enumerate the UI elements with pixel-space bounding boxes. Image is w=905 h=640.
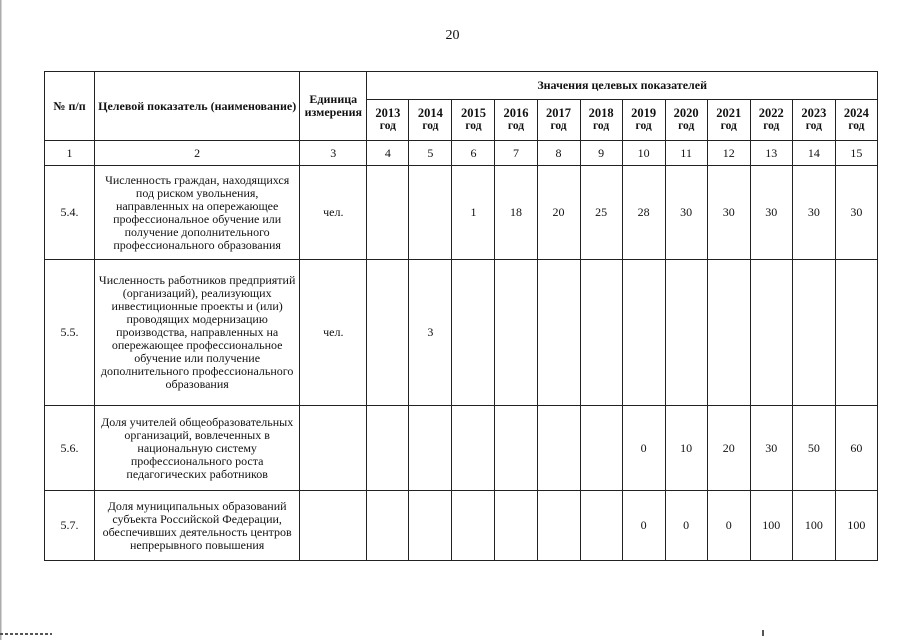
value-cell [707,260,750,406]
table-row [45,260,878,406]
year-number: 2024 [843,106,869,120]
header-year-2018 [580,100,622,141]
row-number-cell: 5.6. [45,406,95,491]
value-cell [452,406,495,491]
year-number: 2013 [375,106,401,120]
value-cell: 30 [707,166,750,260]
unit-cell [300,406,367,491]
value-cell [537,406,580,491]
year-suffix: год [465,120,482,132]
value-cell [580,491,622,561]
indicator-name-cell: Доля муниципальных образований субъекта Российской Федерации, обеспечивших деятельность центров непрерывного повышения [95,491,300,561]
indicator-name-cell: Доля учителей общеобразовательных организаций, вовлеченных в национальную систему профессионального роста педагогических работников [95,406,300,491]
unit-cell: чел. [300,260,367,406]
year-suffix: год [507,120,525,132]
column-number-row [45,141,878,166]
header-year-2014 [409,100,452,141]
value-cell [537,491,580,561]
value-cell [622,260,665,406]
value-cell [580,406,622,491]
table-row [45,166,878,260]
header-year-2016 [495,100,537,141]
value-cell [367,166,409,260]
indicator-name-cell: Численность граждан, находящихся под риском увольнения, направленных на опережающее профессиональное обучение или получение дополнительного профессионального образования [95,166,300,260]
value-cell: 60 [835,406,877,491]
value-cell: 18 [495,166,537,260]
year-number: 2017 [546,106,572,120]
unit-cell [300,491,367,561]
value-cell: 30 [792,166,835,260]
table-row [45,491,878,561]
scan-mark-left [0,633,52,635]
year-number: 2014 [417,106,443,120]
column-number-cell: 4 [367,141,409,166]
value-cell [452,260,495,406]
value-cell: 30 [665,166,707,260]
header-year-2024 [835,100,877,141]
value-cell: 0 [707,491,750,561]
value-cell: 100 [835,491,877,561]
value-cell [452,491,495,561]
year-suffix: год [763,120,780,132]
header-year-2020 [665,100,707,141]
header-values-group: Значения целевых показателей [367,72,878,100]
unit-cell: чел. [300,166,367,260]
header-year-2021 [707,100,750,141]
value-cell: 0 [622,406,665,491]
page-edge-shadow [0,0,2,640]
value-cell: 20 [537,166,580,260]
column-number-cell: 14 [792,141,835,166]
value-cell [409,166,452,260]
row-number-cell: 5.5. [45,260,95,406]
value-cell: 20 [707,406,750,491]
value-cell: 25 [580,166,622,260]
year-number: 2019 [631,106,657,120]
year-number: 2016 [503,106,529,120]
value-cell: 28 [622,166,665,260]
year-suffix: год [848,120,865,132]
header-year-2013 [367,100,409,141]
scan-mark-right [762,630,764,636]
year-suffix: год [805,120,822,132]
column-number-cell: 5 [409,141,452,166]
year-suffix: год [422,120,439,132]
header-indicator: Целевой показатель (наименование) [95,72,300,141]
year-number: 2020 [673,106,699,120]
value-cell [750,260,792,406]
column-number-cell: 3 [300,141,367,166]
header-year-2019 [622,100,665,141]
value-cell: 100 [792,491,835,561]
value-cell [367,491,409,561]
year-number: 2015 [460,106,486,120]
value-cell: 100 [750,491,792,561]
value-cell: 1 [452,166,495,260]
column-number-cell: 15 [835,141,877,166]
header-year-2017 [537,100,580,141]
column-number-cell: 9 [580,141,622,166]
header-unit: Единица измерения [300,72,367,141]
year-number: 2023 [801,106,827,120]
value-cell: 3 [409,260,452,406]
column-number-cell: 8 [537,141,580,166]
header-year-2015 [452,100,495,141]
value-cell [537,260,580,406]
target-indicators-table [44,71,878,561]
header-row-1 [45,72,878,100]
value-cell [665,260,707,406]
value-cell [580,260,622,406]
value-cell [367,406,409,491]
year-suffix: год [593,120,610,132]
value-cell: 30 [750,406,792,491]
value-cell [409,491,452,561]
value-cell [495,491,537,561]
column-number-cell: 12 [707,141,750,166]
column-number-cell: 6 [452,141,495,166]
value-cell [495,406,537,491]
column-number-cell: 2 [95,141,300,166]
year-number: 2021 [716,106,742,120]
year-number: 2022 [758,106,784,120]
year-suffix: год [550,120,567,132]
page-number: 20 [445,28,460,43]
value-cell: 0 [622,491,665,561]
value-cell [835,260,877,406]
column-number-cell: 13 [750,141,792,166]
column-number-cell: 1 [45,141,95,166]
value-cell: 0 [665,491,707,561]
year-suffix: год [379,120,396,132]
value-cell [792,260,835,406]
column-number-cell: 7 [495,141,537,166]
table-row [45,406,878,491]
value-cell [495,260,537,406]
header-year-2022 [750,100,792,141]
header-year-2023 [792,100,835,141]
row-number-cell: 5.7. [45,491,95,561]
row-number-cell: 5.4. [45,166,95,260]
value-cell [367,260,409,406]
value-cell [409,406,452,491]
header-num: № п/п [45,72,95,141]
year-suffix: год [678,120,695,132]
column-number-cell: 10 [622,141,665,166]
year-suffix: год [635,120,652,132]
year-suffix: год [720,120,737,132]
value-cell: 30 [750,166,792,260]
value-cell: 30 [835,166,877,260]
indicator-name-cell: Численность работников предприятий (организаций), реализующих инвестиционные проекты и (или) проводящих модернизацию производства, направленных на опережающее профессиональное обучение или получение дополнительного профессионального образования [95,260,300,406]
column-number-cell: 11 [665,141,707,166]
value-cell: 10 [665,406,707,491]
year-number: 2018 [588,106,614,120]
value-cell: 50 [792,406,835,491]
